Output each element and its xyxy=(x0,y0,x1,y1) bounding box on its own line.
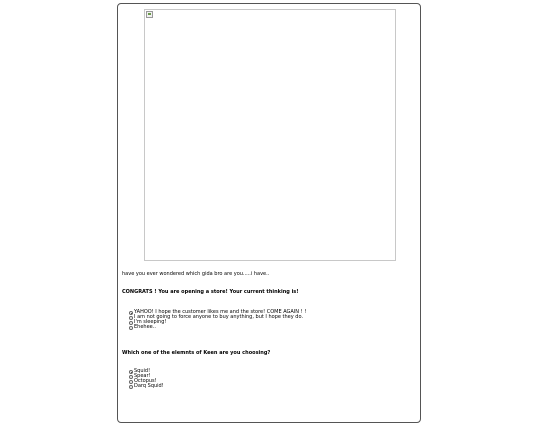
option-label: YAHOO! I hope the customer likes me and the store! COME AGAIN ! ! xyxy=(134,309,307,315)
broken-image xyxy=(144,9,396,261)
option-label: I'm sleeping! xyxy=(134,319,167,325)
question-1-option-4[interactable] xyxy=(129,325,306,330)
option-label: I am not going to force anyone to buy anything, but I hope they do. xyxy=(134,314,304,320)
radio-button[interactable] xyxy=(129,326,133,330)
option-label: Spear! xyxy=(134,373,151,379)
question-2-option-4[interactable] xyxy=(129,384,164,389)
option-label: Darq Squid! xyxy=(134,383,164,389)
radio-button-selected[interactable] xyxy=(129,311,133,315)
broken-image-icon xyxy=(146,11,153,18)
quiz-page-frame xyxy=(117,3,421,423)
radio-button[interactable] xyxy=(129,316,133,320)
radio-button-selected[interactable] xyxy=(129,370,133,374)
radio-button[interactable] xyxy=(129,385,133,389)
option-label: Octopus! xyxy=(134,378,157,384)
question-1-text: CONGRATS ! You are opening a store! Your current thinking is! xyxy=(122,289,299,295)
radio-button[interactable] xyxy=(129,321,133,325)
option-label: Squid! xyxy=(134,368,151,374)
question-1-options xyxy=(129,310,306,330)
intro-text: have you ever wondered which gida bro are you.....i have.. xyxy=(122,271,270,277)
option-label: Ehehee.. xyxy=(134,324,156,330)
question-2-text: Which one of the elemnts of Keen are you choosing? xyxy=(122,350,271,356)
radio-button[interactable] xyxy=(129,375,133,379)
radio-button[interactable] xyxy=(129,380,133,384)
question-2-options xyxy=(129,369,164,389)
